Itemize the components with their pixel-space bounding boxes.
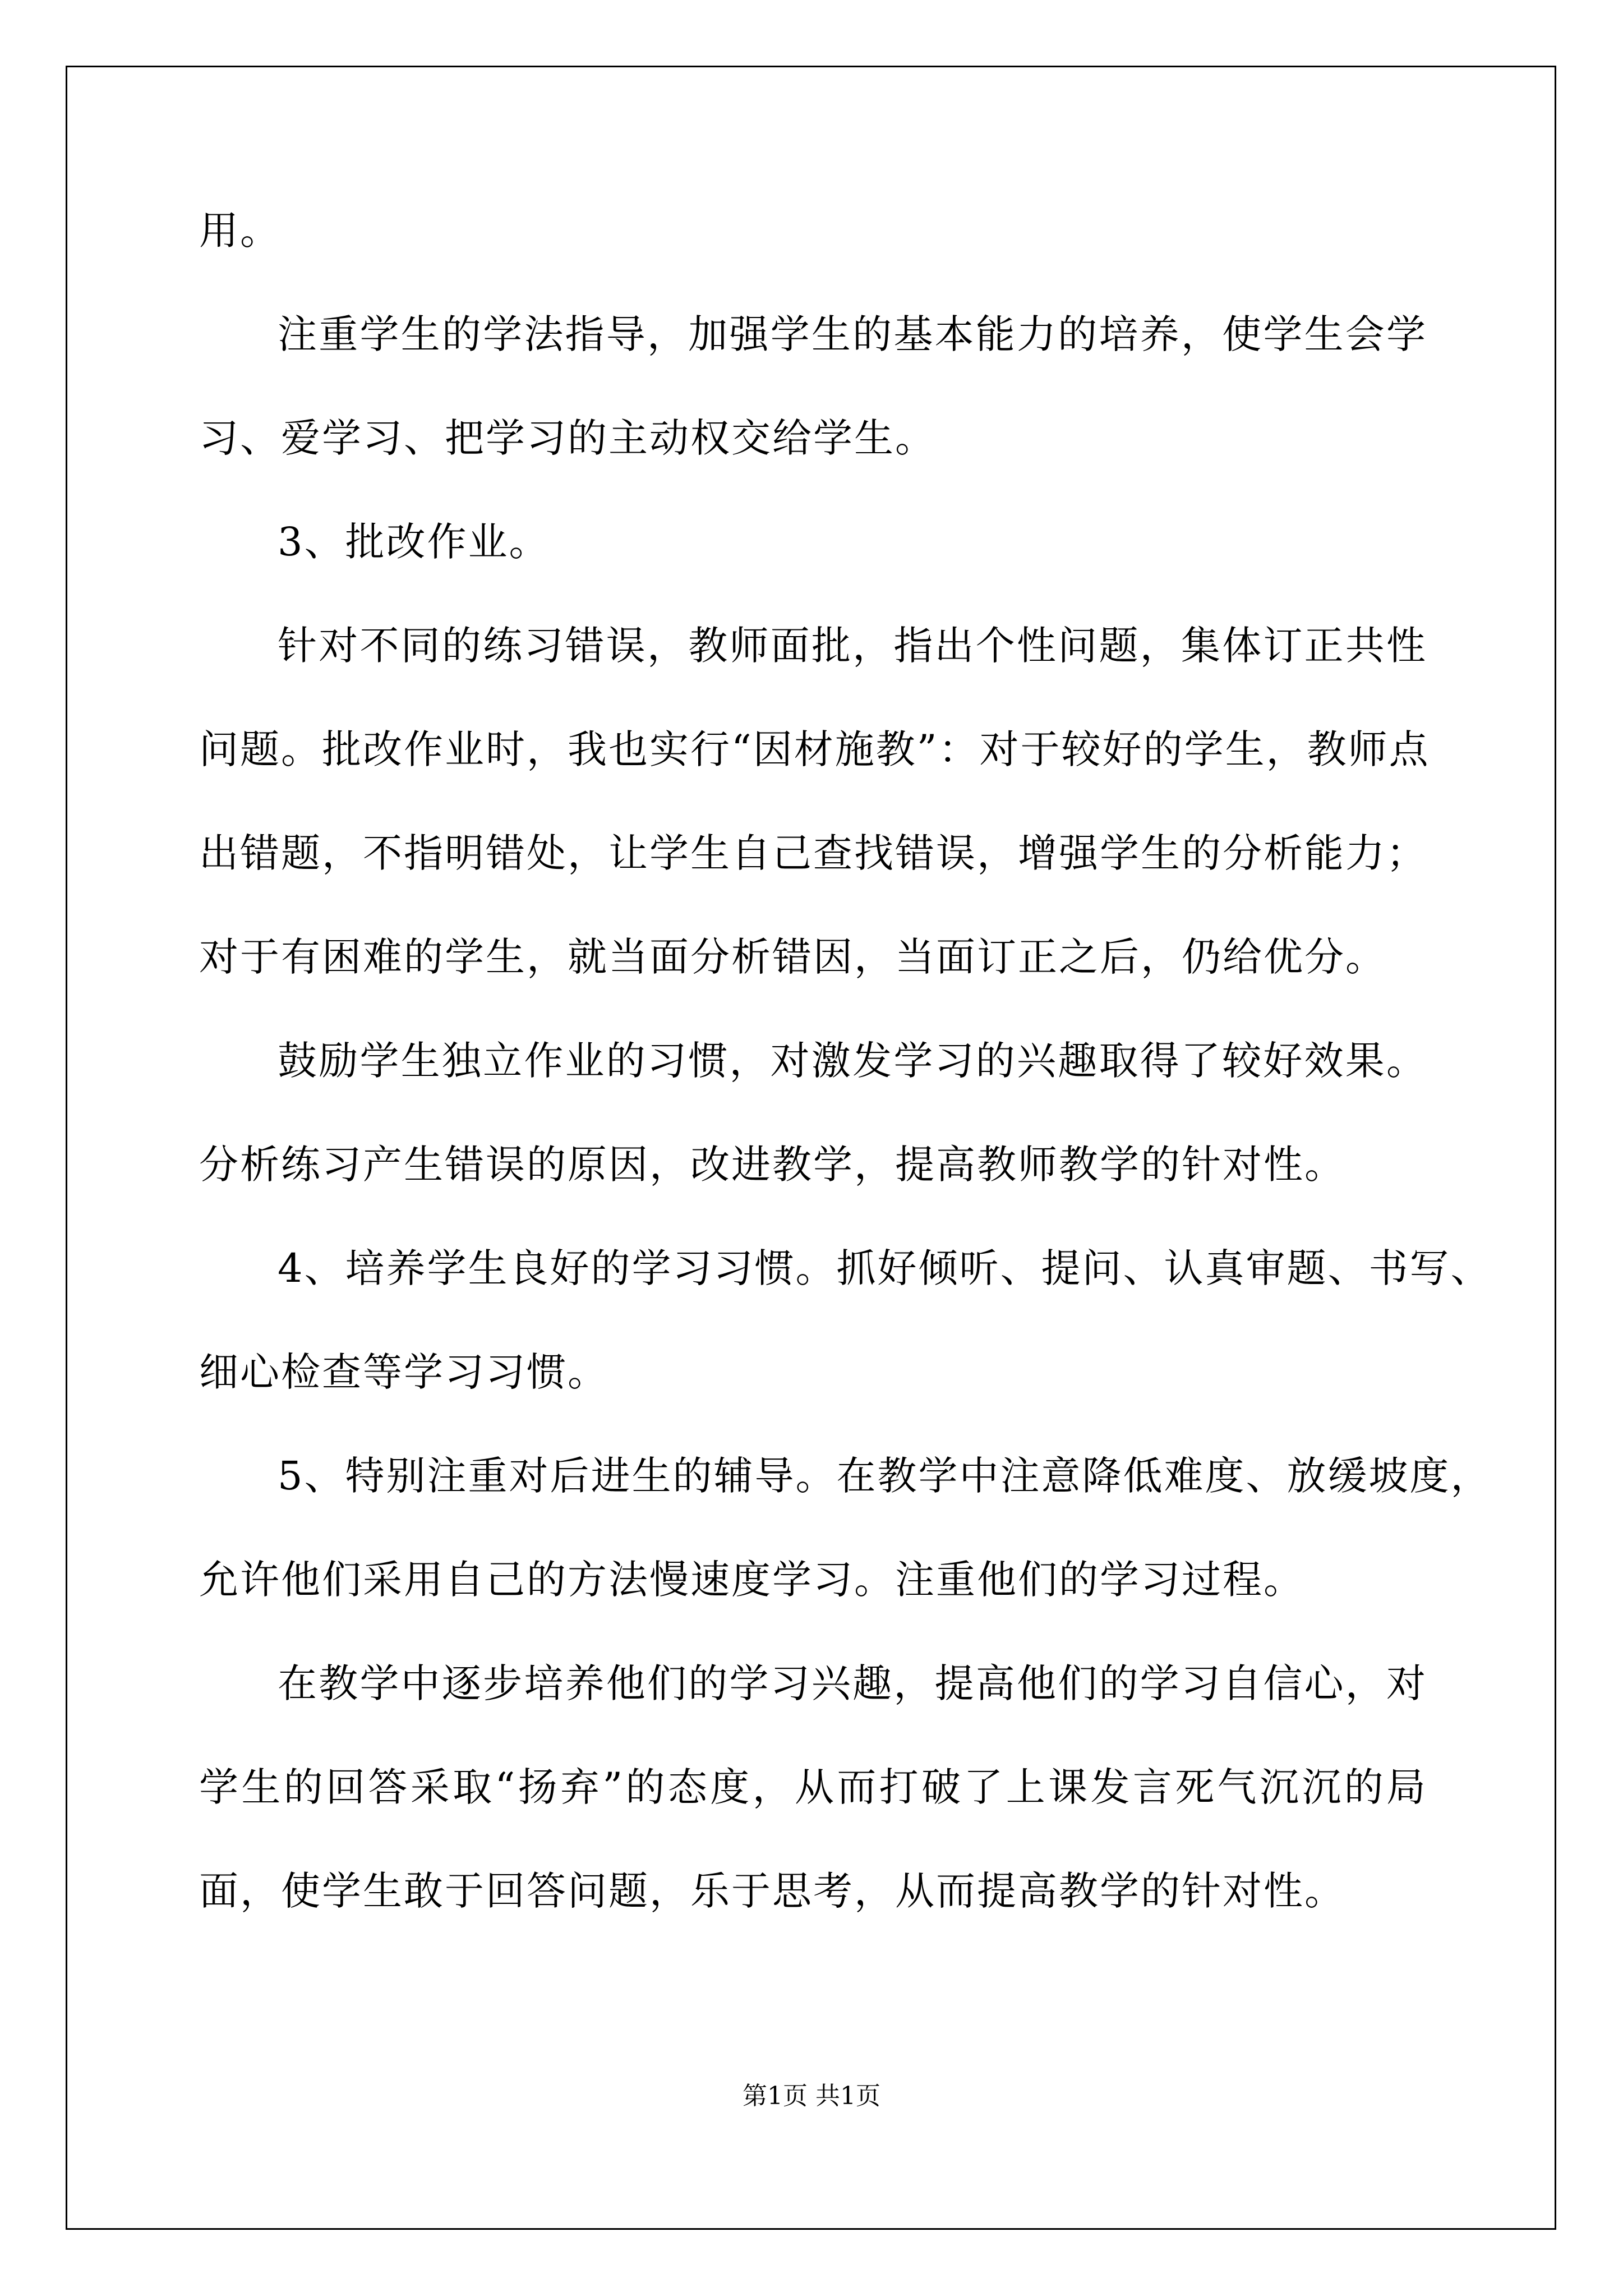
page-footer: 第1页 共1页 — [743, 2082, 880, 2110]
text-line: 习、爱学习、把学习的主动权交给学生。 — [199, 415, 936, 461]
text-line: 面，使学生敢于回答问题，乐于思考，从而提高教学的针对性。 — [199, 1868, 1345, 1914]
paragraph-first-line: 鼓励学生独立作业的习惯，对激发学习的兴趣取得了较好效果。 — [278, 1038, 1427, 1084]
text-line: 允许他们采用自己的方法慢速度学习。注重他们的学习过程。 — [199, 1557, 1304, 1603]
paragraph-first-line: 4、培养学生良好的学习习惯。抓好倾听、提问、认真审题、书写、 — [278, 1245, 1492, 1291]
text-line: 学生的回答采取“扬弃”的态度，从而打破了上课发言死气沉沉的局 — [199, 1764, 1427, 1810]
paragraph-first-line: 在教学中逐步培养他们的学习兴趣，提高他们的学习自信心，对 — [278, 1660, 1427, 1706]
paragraph-first-line: 针对不同的练习错误，教师面批，指出个性问题，集体订正共性 — [278, 623, 1427, 669]
text-line: 用。 — [199, 208, 281, 254]
text-line: 对于有困难的学生，就当面分析错因，当面订正之后，仍给优分。 — [199, 934, 1386, 980]
paragraph-first-line: 5、特别注重对后进生的辅导。在教学中注意降低难度、放缓坡度， — [278, 1453, 1492, 1499]
section-heading: 3、批改作业。 — [278, 519, 550, 565]
text-line: 出错题，不指明错处，让学生自己查找错误，增强学生的分析能力； — [199, 830, 1427, 876]
text-line: 细心检查等学习习惯。 — [199, 1349, 608, 1395]
text-line: 分析练习产生错误的原因，改进教学，提高教师教学的针对性。 — [199, 1142, 1345, 1188]
paragraph-first-line: 注重学生的学法指导，加强学生的基本能力的培养，使学生会学 — [278, 311, 1427, 357]
text-line: 问题。批改作业时，我也实行“因材施教”：对于较好的学生，教师点 — [199, 726, 1430, 772]
